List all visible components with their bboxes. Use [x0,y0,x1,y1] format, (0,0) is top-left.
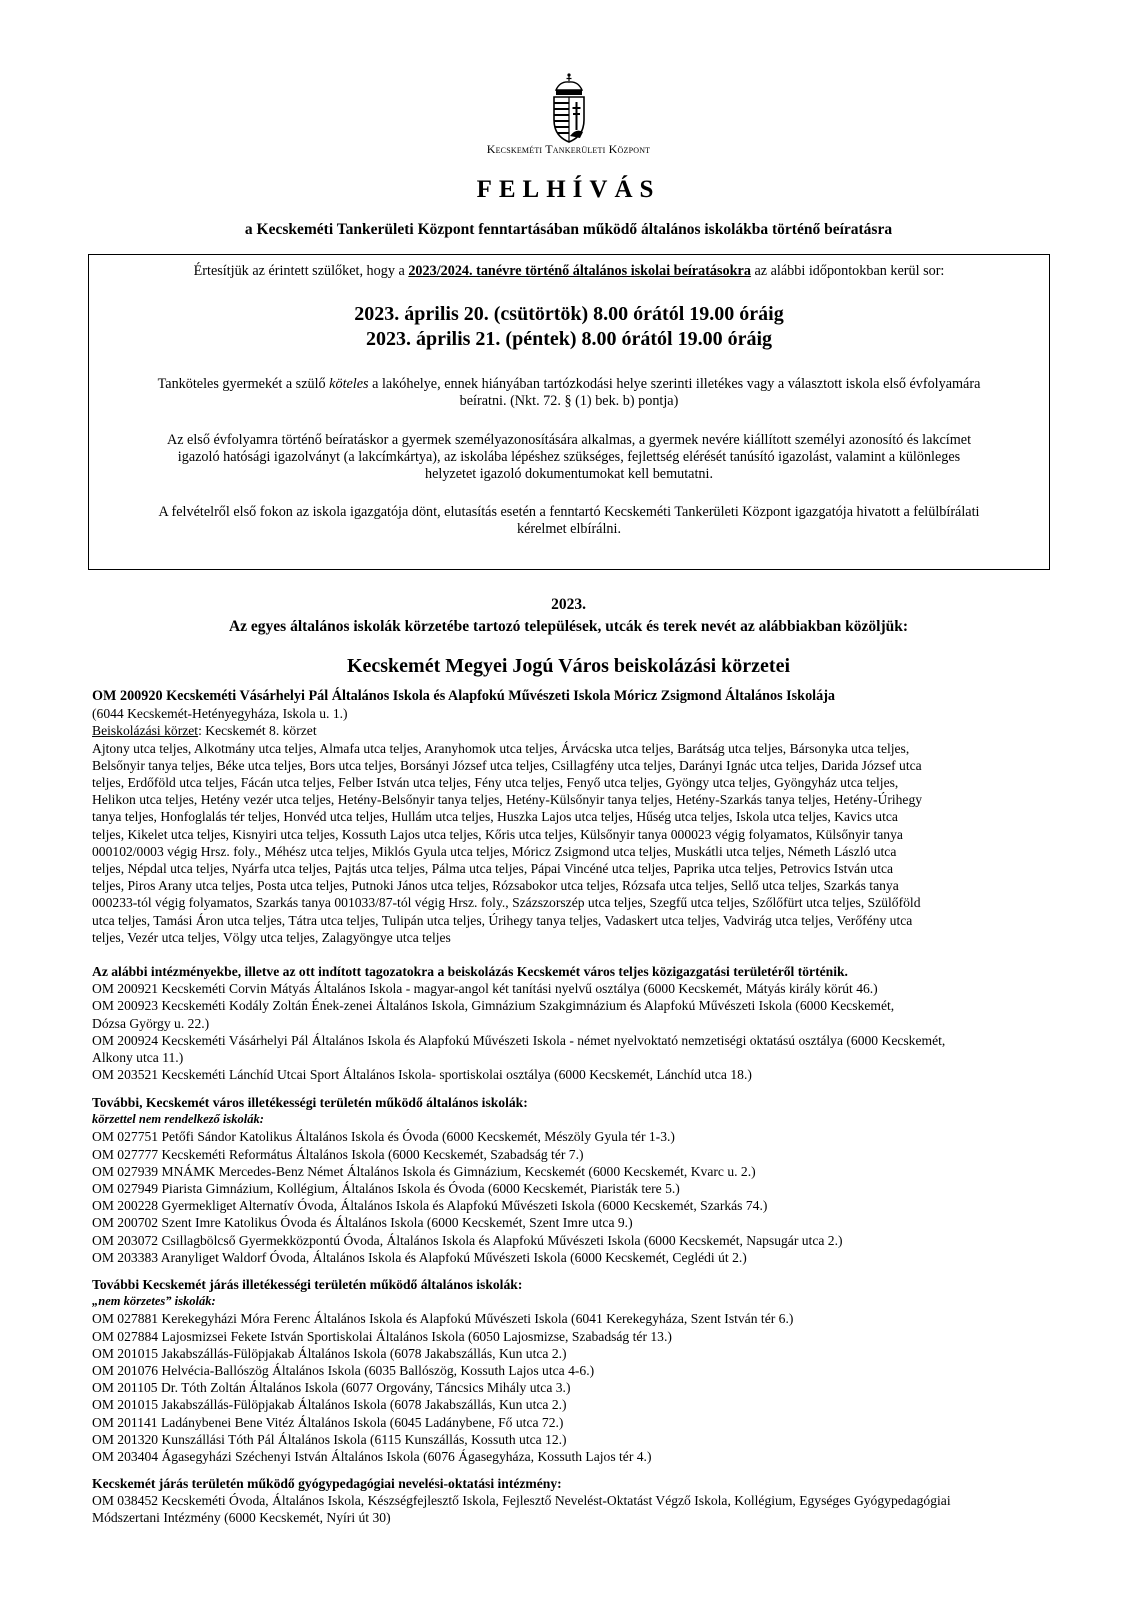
list-item: OM 200924 Kecskeméti Vásárhelyi Pál Általános Iskola és Alapfokú Művészeti Iskola - német nyelvoktató nemzetiségi oktatású osztálya (6000 Kecskemét, [92,1032,946,1048]
enrollment-date-2: 2023. április 21. (péntek) 8.00 órától 19.00 óráig [365,328,773,350]
list-item: OM 201076 Helvécia-Ballószög Általános Iskola (6035 Ballószög, Kossuth Lajos utca 4-6.) [92,1363,595,1379]
notice-paragraph-2: Az első évfolyamra történő beíratáskor a gyermek személyazonosítására alkalmas, a gyermek nevére kiállított személyi azonosító és lakcímet igazoló hatósági igazolványt (a lakcímkártya), az iskolába lépéshez szükséges, fejlettség elérését tanúsító igazolást, valamint a különleges helyzetet igazoló dokumentumokat kell bemutatni. [166,432,972,482]
section-intro: Az egyes általános iskolák körzetébe tartozó települések, utcák és terek nevét az alábbiakban közöljük: [228,618,909,635]
city-schools-header: További, Kecskemét város illetékességi területén működő általános iskolák: [92,1095,528,1110]
citywide-section [92,963,1052,1083]
list-item: OM 203383 Aranyliget Waldorf Óvoda, Általános Iskola és Alapfokú Művészeti Iskola (6000 Kecskemét, Ceglédi út 2.) [92,1249,747,1265]
list-item: OM 201105 Dr. Tóth Zoltán Általános Iskola (6077 Orgovány, Táncsics Mihály utca 3.) [92,1380,571,1396]
district-schools-note: „nem körzetes” iskolák: [92,1294,216,1309]
page-subtitle: a Kecskeméti Tankerületi Központ fenntartásában működő általános iskolákba történő beíratásra [244,221,893,238]
list-item: OM 200702 Szent Imre Katolikus Óvoda és Általános Iskola (6000 Kecskemét, Szent Imre utca 9.) [92,1215,633,1231]
district-schools-section [92,1276,1052,1465]
list-item: OM 027881 Kerekegyházi Móra Ferenc Általános Iskola és Alapfokú Művészeti Iskola (6041 Kerekegyháza, Szent István tér 6.) [92,1311,794,1327]
list-item: OM 200228 Gyermekliget Alternatív Óvoda, Általános Iskola és Alapfokú Művészeti Iskola (6000 Kecskemét, Szarkás 74.) [92,1198,768,1214]
enrollment-date-1: 2023. április 20. (csütörtök) 8.00 órától 19.00 óráig [354,303,784,325]
list-item: Alkony utca 11.) [92,1050,184,1066]
list-item: OM 027884 Lajosmizsei Fekete István Sportiskolai Általános Iskola (6050 Lajosmizse, Szabadság tér 13.) [92,1328,672,1344]
notice-box [88,254,1050,570]
city-schools-note: körzettel nem rendelkező iskolák: [92,1112,264,1127]
city-schools-section [92,1094,1052,1266]
list-item: OM 203072 Csillagbölcső Gyermekközpontú Óvoda, Általános Iskola és Alapfokú Művészeti Iskola (6000 Kecskemét, Napsugár utca 2.) [92,1232,843,1248]
section-year: 2023. [551,596,586,613]
list-item: OM 027949 Piarista Gimnázium, Kollégium, Általános Iskola és Óvoda (6000 Kecskemét, Piaristák tere 5.) [92,1181,680,1197]
citywide-header: Az alábbi intézményekbe, illetve az ott indított tagozatokra a beiskolázás Kecskemét város teljes közigazgatási területéről történik. [92,964,848,979]
list-item: OM 201015 Jakabszállás-Fülöpjakab Általános Iskola (6078 Jakabszállás, Kun utca 2.) [92,1345,567,1361]
street-list: Ajtony utca teljes, Alkotmány utca teljes, Almafa utca teljes, Aranyhomok utca teljes, Árvácska utca teljes, Barátság utca teljes, Bársonyka utca teljes, Belsőnyir tanya teljes, Béke utca teljes, Bors utca teljes, Borsányi József utca teljes, Csillagfény utca teljes, Darányi Ignác utca teljes, Darida József utca teljes, Erdőföld utca teljes, Fácán utca teljes, Felber István utca teljes, Fény utca teljes, Fenyő utca teljes, Gyöngy utca teljes, Gyöngyház utca teljes, Helikon utca teljes, Hetény vezér utca teljes, Hetény-Belsőnyir tanya teljes, Hetény-Külsőnyir tanya teljes, Hetény-Szarkás tanya teljes, Hetény-Úrihegy tanya teljes, Honfoglalás tér teljes, Honvéd utca teljes, Hullám utca teljes, Huszka Lajos utca teljes, Hűség utca teljes, Iskola utca teljes, Kavics utca teljes, Kikelet utca teljes, Kisnyiri utca teljes, Kossuth Lajos utca teljes, Kőris utca teljes, Külsőnyir tanya 000023 végig folyamatos, Külsőnyir tanya 000102/0003 végig Hrsz. foly., Méhész utca teljes, Miklós Gyula utca teljes, Móricz Zsigmond utca teljes, Muskátli utca teljes, Németh László utca teljes, Népdal utca teljes, Nyárfa utca teljes, Pajtás utca teljes, Pálma utca teljes, Pápai Vincéné utca teljes, Paprika utca teljes, Petrovics István utca teljes, Piros Arany utca teljes, Posta utca teljes, Putnoki János utca teljes, Rózsabokor utca teljes, Rózsafa utca teljes, Sellő utca teljes, Szarkás tanya 000233-tól végig folyamatos, Szarkás tanya 001033/87-tól végig Hrsz. foly., Százszorszép utca teljes, Szegfű utca teljes, Szőlőfürt utca teljes, Szülőföld utca teljes, Tamási Áron utca teljes, Tátra utca teljes, Tulipán utca teljes, Úrihegy tanya teljes, Vadaskert utca teljes, Vadvirág utca teljes, Verőfény utca teljes, Vezér utca teljes, Völgy utca teljes, Zalagyöngye utca teljes [92,740,923,945]
district-line: Beiskolázási körzet: Kecskemét 8. körzet [92,723,317,739]
notice-paragraph-1: Tanköteles gyermekét a szülő köteles a lakóhelye, ennek hiányában tartózkodási helye szerinti illetékes vagy a választott iskola első évfolyamára beíratni. (Nkt. 72. § (1) bek. b) pontja) [157,376,981,409]
notice-paragraph-3: A felvételről első fokon az iskola igazgatója dönt, elutasítás esetén a fenntartó Kecskeméti Tankerületi Központ igazgatója hivatott a felülbírálati kérelmet elbírálni. [158,504,980,537]
list-item: Módszertani Intézmény (6000 Kecskemét, Nyíri út 30) [92,1510,391,1526]
list-item: OM 027777 Kecskeméti Református Általános Iskola (6000 Kecskemét, Szabadság tér 7.) [92,1146,584,1162]
list-item: OM 201015 Jakabszállás-Fülöpjakab Általános Iskola (6078 Jakabszállás, Kun utca 2.) [92,1397,567,1413]
section-heading: Kecskemét Megyei Jogú Város beiskolázási körzetei [346,655,791,677]
list-item: OM 201320 Kunszállási Tóth Pál Általános Iskola (6115 Kunszállás, Kossuth utca 12.) [92,1431,567,1447]
list-item: OM 027939 MNÁMK Mercedes-Benz Német Általános Iskola és Gimnázium, Kecskemét (6000 Kecskemét, Kvarc u. 2.) [92,1163,756,1179]
coat-of-arms-icon [550,72,588,144]
notice-intro: Értesítjük az érintett szülőket, hogy a 2023/2024. tanévre történő általános iskolai beíratásokra az alábbi időpontokban kerül sor: [193,263,945,279]
list-item: OM 200921 Kecskeméti Corvin Mátyás Általános Iskola - magyar-angol két tanítási nyelvű osztálya (6000 Kecskemét, Mátyás király körút 46.) [92,981,878,997]
list-item: OM 038452 Kecskeméti Óvoda, Általános Iskola, Készségfejlesztő Iskola, Fejlesztő Nevelést-Oktatást Végző Iskola, Kollégium, Egységes Gyógypedagógiai [92,1493,951,1509]
school-year-emphasis: 2023/2024. tanévre történő általános iskolai beíratásokra [408,263,751,279]
list-item: OM 027751 Petőfi Sándor Katolikus Általános Iskola és Óvoda (6000 Kecskemét, Mészöly Gyula tér 1-3.) [92,1129,675,1145]
special-education-header: Kecskemét járás területén működő gyógypedagógiai nevelési-oktatási intézmény: [92,1476,562,1491]
district-schools-header: További Kecskemét járás illetékességi területén működő általános iskolák: [92,1277,523,1292]
organization-name: Kecskeméti Tankerületi Központ [486,142,651,156]
list-item: OM 200923 Kecskeméti Kodály Zoltán Ének-zenei Általános Iskola, Gimnázium Szakgimnázium és Alapfokú Művészeti Iskola (6000 Kecskemét, [92,998,895,1014]
list-item: OM 201141 Ladánybenei Bene Vitéz Általános Iskola (6045 Ladánybene, Fő utca 72.) [92,1414,564,1430]
page-title: FELHÍVÁS [476,176,661,203]
list-item: OM 203521 Kecskeméti Lánchíd Utcai Sport Általános Iskola- sportiskolai osztálya (6000 Kecskemét, Lánchíd utca 18.) [92,1067,752,1083]
special-education-section [92,1475,1052,1527]
list-item: Dózsa György u. 22.) [92,1015,210,1031]
list-item: OM 203404 Ágasegyházi Széchenyi István Általános Iskola (6076 Ágasegyháza, Kossuth Lajos tér 4.) [92,1449,652,1465]
school-district-section [92,688,1052,946]
school-name: OM 200920 Kecskeméti Vásárhelyi Pál Általános Iskola és Alapfokú Művészeti Iskola Móricz Zsigmond Általános Iskolája [92,688,836,704]
school-address: (6044 Kecskemét-Hetényegyháza, Iskola u. 1.) [92,706,348,722]
